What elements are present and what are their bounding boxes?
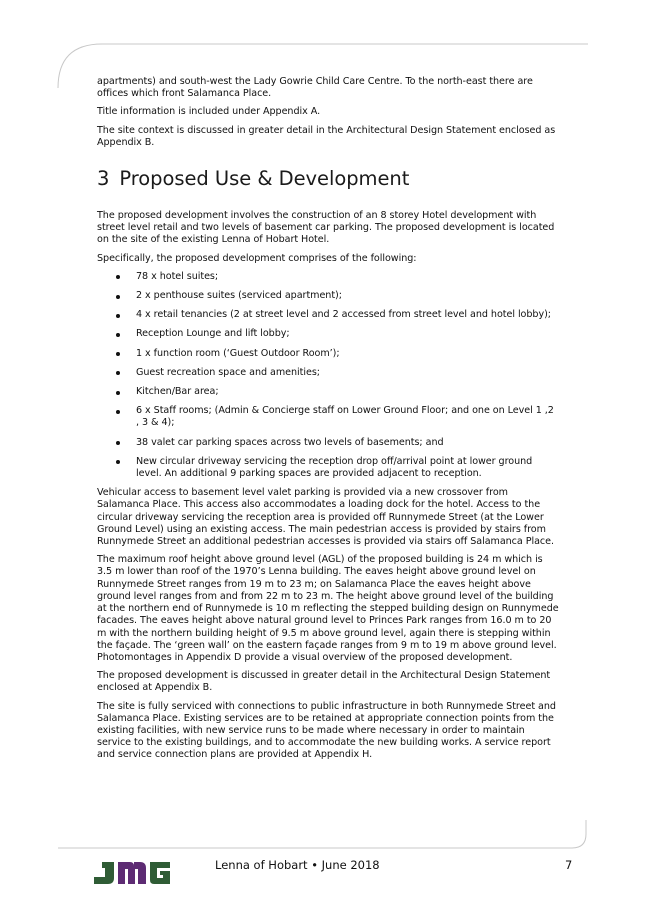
list-item-text: New circular driveway servicing the reception drop off/arrival point at lower ground level. An additional 9 parking spaces are provided adjacent to reception. <box>136 455 533 480</box>
intro-paragraph: The site context is discussed in greater detail in the Architectural Design Statement enclosed as Appendix B. <box>97 124 556 148</box>
bullet-icon <box>116 441 120 445</box>
page-number: 7 <box>565 858 573 872</box>
list-item <box>97 437 559 449</box>
list-item-text: 78 x hotel suites; <box>136 270 219 282</box>
bullet-icon <box>116 314 120 318</box>
bullet-icon <box>116 352 120 356</box>
list-item <box>97 386 559 398</box>
list-item <box>97 271 559 283</box>
section-heading <box>97 167 559 191</box>
page-content <box>97 76 559 768</box>
list-item-text: 2 x penthouse suites (serviced apartment); <box>136 290 342 302</box>
section-title: Proposed Use & Development <box>119 167 410 191</box>
bullet-icon <box>116 371 120 375</box>
bullet-icon <box>116 295 120 299</box>
bottom-frame-line <box>58 820 586 848</box>
list-item <box>97 328 559 340</box>
jmg-logo <box>92 860 172 886</box>
intro-paragraph: Title information is included under Appendix A. <box>97 106 321 118</box>
list-item-text: Kitchen/Bar area; <box>136 386 219 398</box>
list-item-text: Guest recreation space and amenities; <box>136 366 320 378</box>
body-paragraph: Vehicular access to basement level valet parking is provided via a new crossover from Salamanca Place. This access also accommodates a loading dock for the hotel. Access to the circular driveway servicing the reception area is provided off Runnymede Street (at the Lower Ground Level) using an existing access. The main pedestrian access is provided by stairs from Runnymede Street an additional pedestrian accesses is provided via stairs off Salamanca Place. <box>97 487 554 548</box>
list-item-text: 1 x function room (‘Guest Outdoor Room’); <box>136 347 340 359</box>
list-item <box>97 456 559 480</box>
bullet-icon <box>116 410 120 414</box>
body-paragraph: The site is fully serviced with connections to public infrastructure in both Runnymede Street and Salamanca Place. Existing services are to be retained at appropriate connection points from the existing facilities, with new service runs to be made where necessary in order to maintain service to the existing buildings, and to accommodate the new building works. A service report and service connection plans are provided at Appendix H. <box>97 700 556 761</box>
body-paragraph: The maximum roof height above ground level (AGL) of the proposed building is 24 m which is 3.5 m lower than roof of the 1970’s Lenna building. The eaves height above ground level on Runnymede Street ranges from 19 m to 23 m; on Salamanca Place the eaves height above ground level ranges from and from 22 m to 23 m. The height above ground level of the building at the northern end of Runnymede is 10 m reflecting the stepped building design on Runnymede facades. The eaves height above natural ground level to Princes Park ranges from 16.0 m to 20 m with the northern building height of 9.5 m above ground level, again there is stepping within the façade. The ‘green wall’ on the eastern façade ranges from 9 m to 19 m above ground level. Photomontages in Appendix D provide a visual overview of the proposed development. <box>97 554 559 663</box>
section-number: 3 <box>97 167 110 191</box>
list-item <box>97 348 559 360</box>
list-item <box>97 309 559 321</box>
body-paragraph: The proposed development involves the construction of an 8 storey Hotel development with street level retail and two levels of basement car parking. The proposed development is located on the site of the existing Lenna of Hobart Hotel. <box>97 210 555 246</box>
list-item-text: 38 valet car parking spaces across two levels of basements; and <box>136 436 444 448</box>
body-paragraph: Specifically, the proposed development comprises of the following: <box>97 252 417 264</box>
bullet-icon <box>116 275 120 279</box>
list-item <box>97 405 559 429</box>
development-list <box>97 271 559 480</box>
intro-paragraph: apartments) and south-west the Lady Gowrie Child Care Centre. To the north-east there are offices which front Salamanca Place. <box>97 76 533 100</box>
body-paragraph: The proposed development is discussed in greater detail in the Architectural Design Statement enclosed at Appendix B. <box>97 670 551 694</box>
list-item <box>97 290 559 302</box>
bullet-icon <box>116 333 120 337</box>
list-item-text: Reception Lounge and lift lobby; <box>136 328 290 340</box>
list-item-text: 4 x retail tenancies (2 at street level and 2 accessed from street level and hotel lobby); <box>136 309 551 321</box>
bullet-icon <box>116 460 120 464</box>
footer-title: Lenna of Hobart • June 2018 <box>215 858 380 872</box>
bullet-icon <box>116 391 120 395</box>
list-item-text: 6 x Staff rooms; (Admin & Concierge staff on Lower Ground Floor; and one on Level 1 ,2 , 3 & 4); <box>136 405 554 429</box>
list-item <box>97 367 559 379</box>
